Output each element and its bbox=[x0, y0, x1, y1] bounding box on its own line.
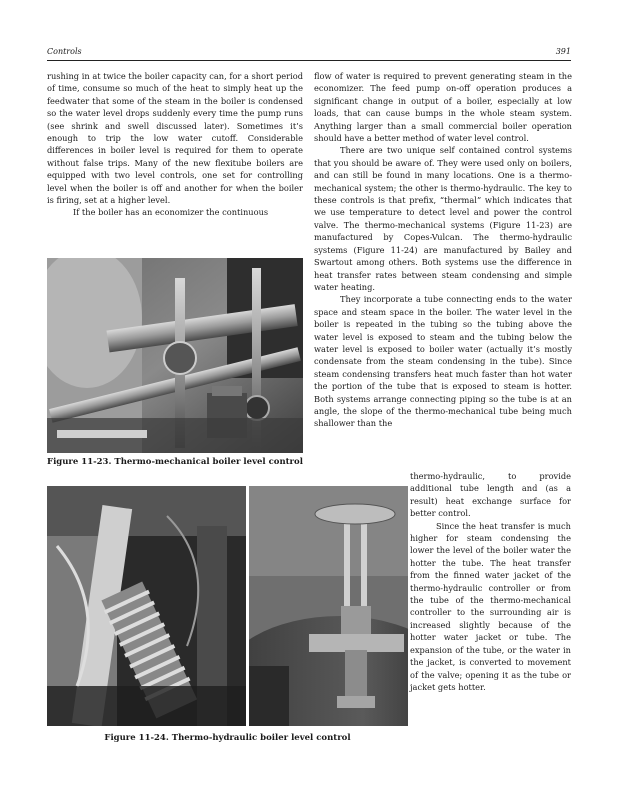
figure-11-23-caption: Figure 11-23. Thermo-mechanical boiler level control bbox=[47, 457, 303, 467]
right-column bbox=[314, 70, 572, 430]
figure-11-24-photo-right bbox=[249, 486, 408, 726]
paragraph: They incorporate a tube connecting ends to the water space and steam space in the boiler. The water level in the boiler is repeated in the tubing so the tubing above the water level is exposed to steam and the tubing below the water level is exposed to boiler water (actually it’s mostly condensate from the steam condensing in the tube). Since steam condensing transfers heat much faster than hot water the portion of the tube that is exposed to steam is hotter. Both systems arrange connecting piping so the tube is at an angle, the slope of the thermo-mechanical tube being much shallower than the bbox=[314, 294, 572, 429]
paragraph: If the boiler has an economizer the continuous bbox=[73, 207, 269, 218]
figure-11-24-photo-left bbox=[47, 486, 246, 726]
header-rule bbox=[47, 60, 571, 61]
header-page-number: 391 bbox=[555, 47, 571, 56]
paragraph: flow of water is required to prevent generating steam in the economizer. The feed pump on-off operation produces a significant change in output of a boiler, especially at low loads, that can cause bumps in the whole steam system. Anything larger than a small commercial boiler operation should have a better method of water level control. bbox=[314, 71, 572, 144]
paragraph: thermo-hydraulic, to provide additional tube length and (as a result) heat exchange surface for better control. bbox=[410, 471, 571, 519]
left-column bbox=[47, 70, 303, 219]
paragraph: rushing in at twice the boiler capacity can, for a short period of time, consume so much of the heat to simply heat up the feedwater that some of the steam in the boiler is condensed so the water level drops suddenly every time the pump runs (see shrink and swell discussed later). Sometimes it’s enough to trip the low water cutoff. Considerable differences in boiler level is required for them to operate without false trips. Many of the new flexitube boilers are equipped with two level controls, one set for controlling level when the boiler is off and another for when the boiler is firing, set at a higher level. bbox=[47, 71, 303, 206]
running-header bbox=[47, 47, 571, 61]
paragraph: There are two unique self contained control systems that you should be aware of. They were used only on boilers, and can still be found in many locations. One is a thermo-mechanical system; the other is thermo-hydraulic. The key to these controls is that prefix, “thermal” which indicates that we use temperature to detect level and power the control valve. The thermo-mechanical systems (Figure 11-23) are manufactured by Copes-Vulcan. The thermo-hydraulic systems (Figure 11-24) are manufactured by Bailey and Swartout among others. Both systems use the difference in heat transfer rates between steam condensing and simple water heating. bbox=[314, 145, 572, 292]
paragraph: Since the heat transfer is much higher for steam condensing the lower the level of the boiler water the hotter the tube. The heat transfer from the finned water jacket of the thermo-hydraulic controller or from the tube of the thermo-mechanical controller to the surrounding air is increased slightly because of the hotter water jacket or tube. The expansion of the tube, or the water in the jacket, is converted to movement of the valve; opening it as the tube or jacket gets hotter. bbox=[410, 520, 571, 692]
figure-11-23-photo bbox=[47, 258, 303, 453]
figure-11-24-caption: Figure 11-24. Thermo-hydraulic boiler level control bbox=[104, 733, 351, 743]
narrow-column bbox=[410, 470, 571, 693]
header-section: Controls bbox=[47, 47, 82, 56]
